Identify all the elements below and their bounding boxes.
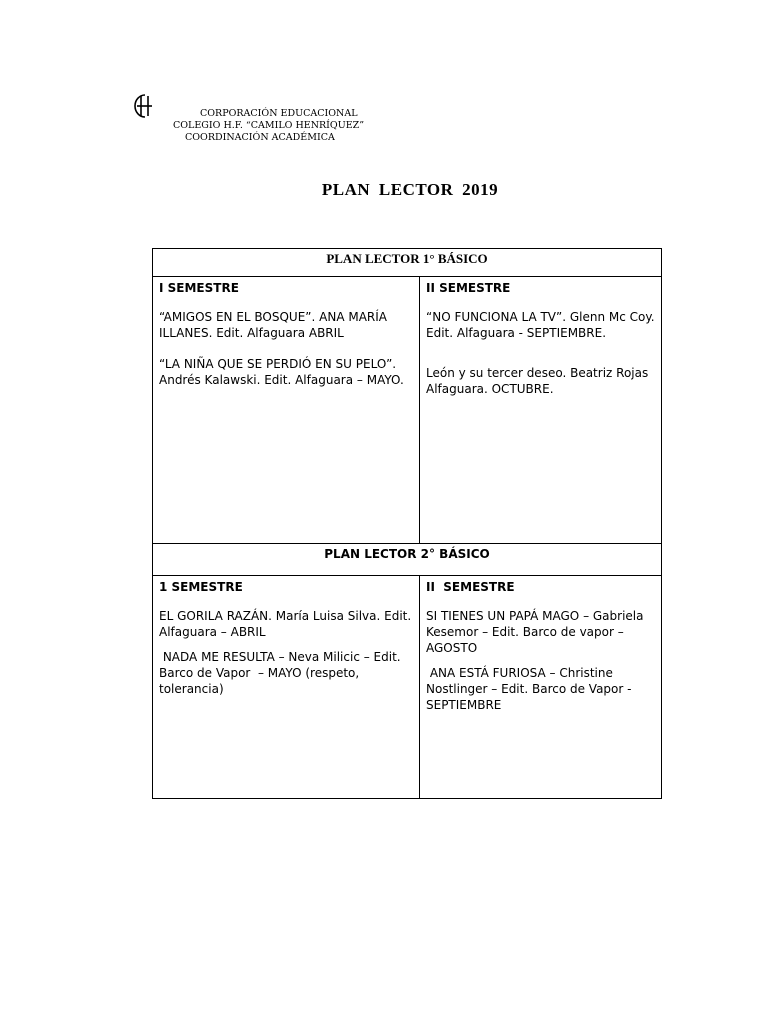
book-entry: “AMIGOS EN EL BOSQUE”. ANA MARÍA ILLANES. Edit. Alfaguara ABRIL <box>159 310 387 340</box>
book-entry: “LA NIÑA QUE SE PERDIÓ EN SU PELO”. Andrés Kalawski. Edit. Alfaguara – MAYO. <box>159 357 404 387</box>
grade-1-semester-2 <box>420 277 662 544</box>
reading-plan-table <box>152 248 662 799</box>
grade-2-heading: PLAN LECTOR 2° BÁSICO <box>153 544 662 576</box>
book-entry: ANA ESTÁ FURIOSA – Christine Nostlinger – Edit. Barco de Vapor - SEPTIEMBRE <box>426 666 636 712</box>
book-entry: EL GORILA RAZÁN. María Luisa Silva. Edit. Alfaguara – ABRIL <box>159 609 412 639</box>
book-entry: SI TIENES UN PAPÁ MAGO – Gabriela Kesemor – Edit. Barco de vapor – AGOSTO <box>426 609 644 655</box>
semester-title: II SEMESTRE <box>426 281 511 295</box>
semester-title: II SEMESTRE <box>426 580 515 594</box>
book-entry: NADA ME RESULTA – Neva Milicic – Edit. Barco de Vapor – MAYO (respeto, tolerancia) <box>159 650 405 696</box>
grade-1-semester-1 <box>153 277 420 544</box>
semester-title: 1 SEMESTRE <box>159 580 243 594</box>
grade-1-heading: PLAN LECTOR 1° BÁSICO <box>153 249 662 277</box>
book-entry: “NO FUNCIONA LA TV”. Glenn Mc Coy. Edit. Alfaguara - SEPTIEMBRE. <box>426 310 655 340</box>
grade-2-semester-1 <box>153 576 420 799</box>
book-entry: León y su tercer deseo. Beatriz Rojas Alfaguara. OCTUBRE. <box>426 366 649 396</box>
page-title: PLAN LECTOR 2019 <box>321 180 499 199</box>
school-name: COLEGIO H.F. “CAMILO HENRÍQUEZ” <box>173 120 365 131</box>
school-logo <box>133 92 155 120</box>
semester-title: I SEMESTRE <box>159 281 239 295</box>
grade-2-semester-2 <box>420 576 662 799</box>
corporation-name: CORPORACIÓN EDUCACIONAL <box>200 108 358 119</box>
department-name: COORDINACIÓN ACADÉMICA <box>185 132 335 143</box>
institution-header <box>168 108 368 144</box>
